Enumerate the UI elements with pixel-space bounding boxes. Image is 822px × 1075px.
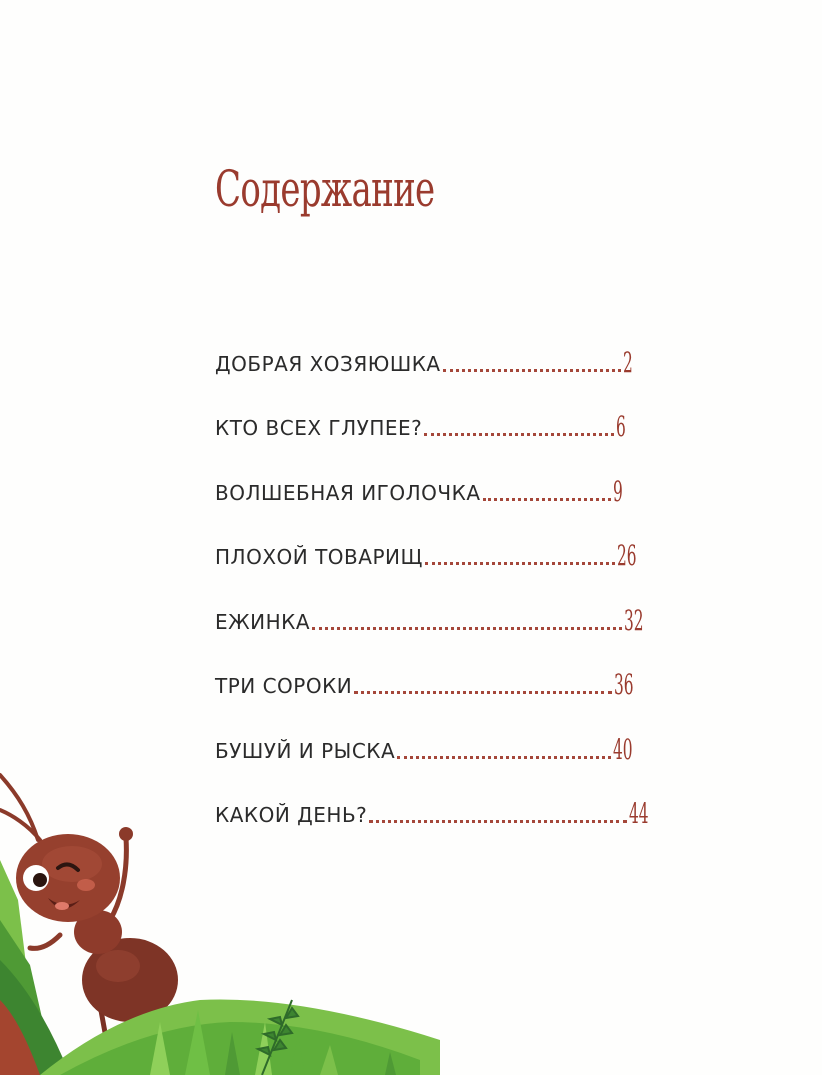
toc-item[interactable]: [215, 447, 675, 512]
toc-item[interactable]: [215, 576, 675, 641]
toc-item[interactable]: [215, 383, 675, 448]
page-title: Содержание: [215, 160, 435, 218]
toc-item[interactable]: [215, 512, 675, 577]
leader-dots: [312, 627, 622, 630]
toc-item-label: ЕЖИНКА: [215, 609, 311, 634]
leader-dots: [483, 498, 611, 501]
toc-item-label: ВОЛШЕБНАЯ ИГОЛОЧКА: [215, 480, 481, 505]
ant-hand-icon: [119, 827, 133, 841]
toc-item-page: 36: [614, 668, 634, 701]
toc-item-label: БУШУЙ И РЫСКА: [215, 738, 396, 763]
toc-item[interactable]: [215, 641, 675, 706]
toc-item-label: КТО ВСЕХ ГЛУПЕЕ?: [215, 416, 423, 440]
toc-item-page: 26: [616, 539, 637, 572]
ant-illustration: [0, 760, 440, 1075]
table-of-contents: [215, 318, 675, 834]
toc-item-page: 40: [613, 732, 633, 766]
leader-dots: [354, 691, 612, 694]
leader-dots: [443, 369, 621, 372]
toc-item-page: 9: [612, 474, 623, 508]
leader-dots: [424, 433, 614, 436]
toc-item-label: ПЛОХОЙ ТОВАРИЩ: [215, 545, 423, 569]
leader-dots: [425, 562, 615, 565]
toc-item-label: КАКОЙ ДЕНЬ?: [215, 803, 368, 827]
toc-item[interactable]: [215, 318, 675, 383]
toc-item-label: ТРИ СОРОКИ: [215, 674, 353, 698]
toc-item-label: ДОБРАЯ ХОЗЯЮШКА: [215, 351, 441, 376]
leader-dots: [397, 756, 611, 759]
toc-item-page: 6: [616, 410, 627, 443]
toc-item-page: 44: [629, 797, 649, 830]
toc-item-page: 32: [624, 603, 644, 637]
toc-item-page: 2: [622, 345, 633, 379]
